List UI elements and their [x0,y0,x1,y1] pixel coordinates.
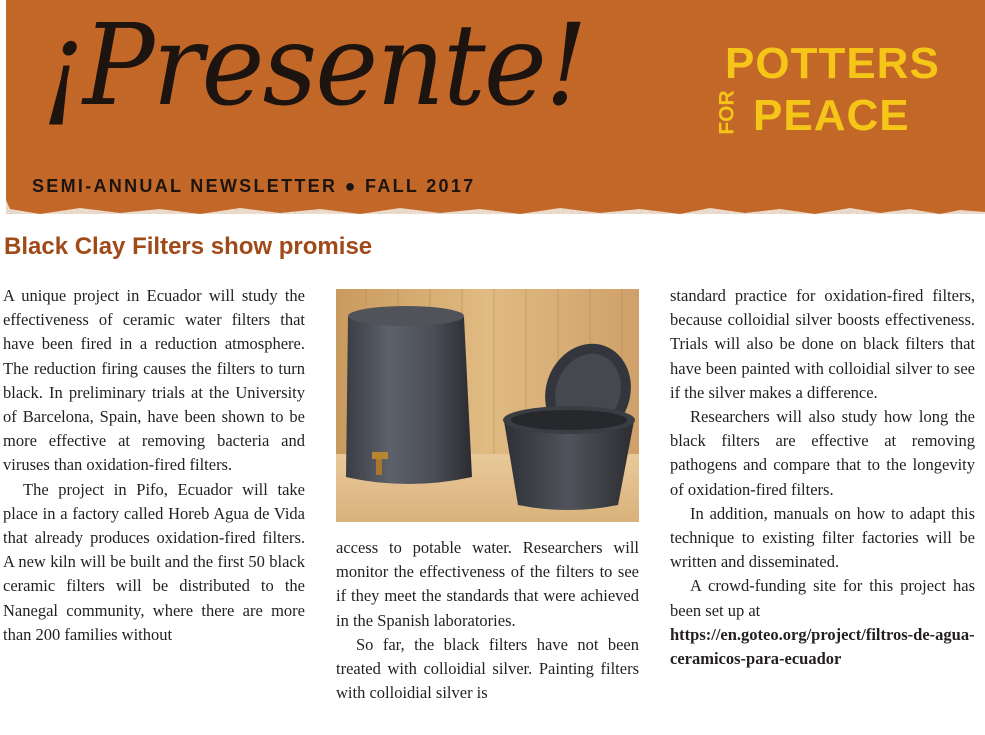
col3-paragraph-1: standard practice for oxidation-fired filters, because colloidial silver boosts effectiveness. Trials will also be done on black filters that have been painted with colloidial silver to see if the silver makes a difference. [670,286,975,402]
newsletter-banner [0,0,985,222]
col3-paragraph-2: Researchers will also study how long the black filters are effective at removing pathogens and compare that to the longevity of oxidation-fired filters. [670,407,975,499]
masthead-title: ¡Presente! [42,1,586,131]
col1-paragraph-2: The project in Pifo, Ecuador will take place in a factory called Horeb Agua de Vida that already produces oxidation-fired filters. A new kiln will be built and the first 50 black ceramic filters will be distributed to the Nanegal community, where there are more than 200 families without [3,479,305,644]
article-headline: Black Clay Filters show promise [4,233,373,260]
col2-paragraph-1: access to potable water. Researchers will monitor the effectiveness of the filters to see if they meet the standards that were achieved in the Spanish laboratories. [336,538,639,630]
article-column-2 [336,536,639,705]
black-clay-filters-photo [336,289,639,522]
col3-paragraph-4: A crowd-funding site for this project has been set up at [670,576,975,620]
col2-paragraph-2: So far, the black filters have not been treated with colloidial silver. Painting filters with colloidial silver is [336,634,639,703]
logo-line-peace: PEACE [753,91,910,140]
newsletter-subtitle: SEMI-ANNUAL NEWSLETTER ● FALL 2017 [32,176,476,196]
logo-line-potters: POTTERS [725,39,940,88]
col3-paragraph-3: In addition, manuals on how to adapt this technique to existing filter factories will be written and disseminated. [670,503,975,572]
logo-line-for: FOR [715,90,739,135]
article-column-3 [670,284,975,671]
potters-for-peace-logo [713,39,940,167]
article-column-1 [3,284,305,647]
col1-paragraph-1: A unique project in Ecuador will study the effectiveness of ceramic water filters that have been fired in a reduction atmosphere. The reduction firing causes the filters to turn black. In preliminary trials at the University of Barcelona, Spain, have been shown to be more effective at removing bacteria and viruses than oxidation-fired filters. [3,286,305,475]
crowdfunding-link[interactable]: https://en.goteo.org/project/filtros-de-agua-ceramicos-para-ecuador [670,624,975,669]
